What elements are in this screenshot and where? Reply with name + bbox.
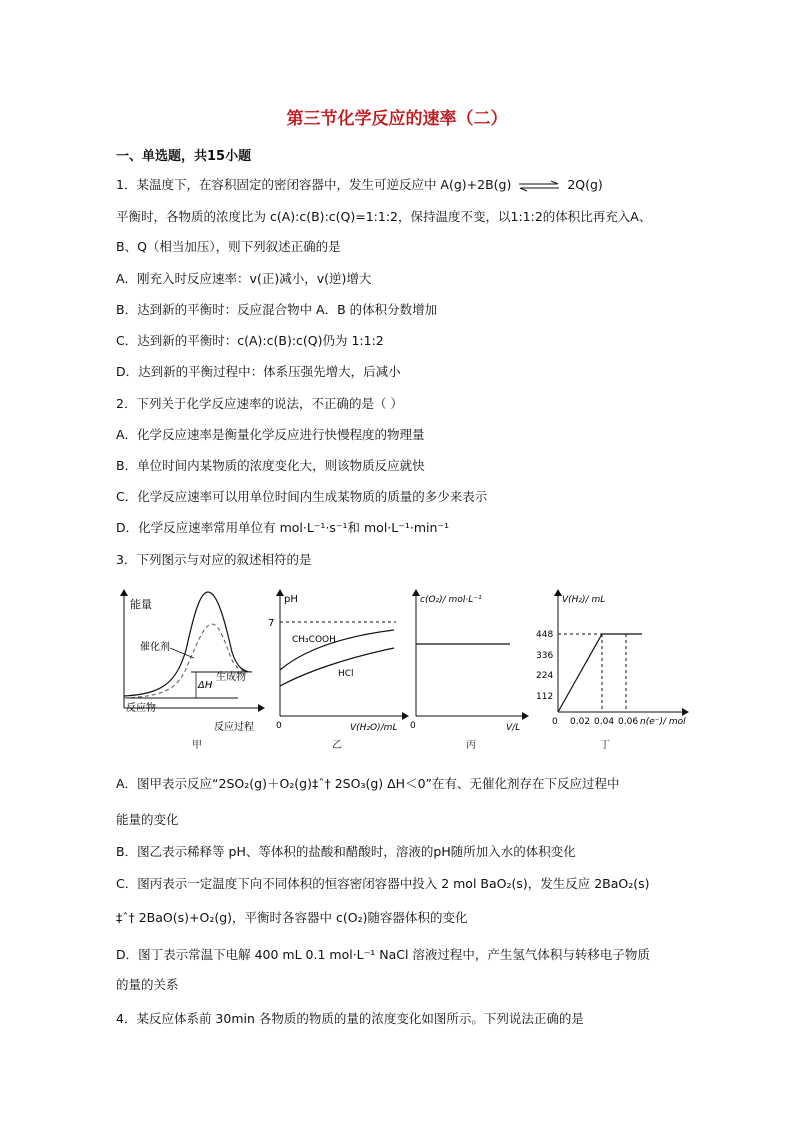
q3-figure-svg (116, 586, 696, 751)
q1-stem-text: 1．某温度下，在容积固定的密闭容器中，发生可逆反应中 A(g)+2B(g) (116, 177, 512, 192)
q2-option-b: B．单位时间内某物质的浓度变化大，则该物质反应就快 (116, 458, 425, 473)
ding-xtick-006: 0.06 (618, 717, 639, 727)
q2-stem: 2．下列关于化学反应速率的说法，不正确的是（ ） (116, 396, 403, 411)
bing-ylabel: c(O₂)/ mol·L⁻¹ (420, 595, 482, 605)
ding-ytick-448: 448 (536, 630, 554, 640)
figure-bing (410, 590, 528, 751)
yi-caption: 乙 (332, 740, 342, 751)
figure-jia (124, 590, 264, 751)
q1-option-b: B．达到新的平衡时：反应混合物中 A．B 的体积分数增加 (116, 302, 438, 317)
jia-product-label: 生成物 (216, 672, 246, 683)
page-title: 第三节化学反应的速率（二） (286, 109, 508, 129)
q1-option-d: D．达到新的平衡过程中：体系压强先增大，后减小 (116, 364, 401, 379)
jia-ylabel: 能量 (130, 598, 152, 611)
ding-xtick-002: 0.02 (570, 717, 591, 727)
jia-caption: 甲 (192, 740, 202, 751)
q1-stem (116, 176, 603, 194)
jia-dh-label: ΔH (198, 680, 213, 691)
section-heading: 一、单选题，共15小题 (116, 149, 252, 164)
bing-caption: 丙 (466, 740, 476, 751)
q3-option-c-line1: C．图丙表示一定温度下向不同体积的恒容密闭容器中投入 2 mol BaO₂(s)，发生反应 2BaO₂(s) (116, 876, 650, 891)
yi-tick-7: 7 (268, 618, 275, 629)
bing-origin: 0 (410, 721, 416, 731)
q3-option-d-line1: D．图丁表示常温下电解 400 mL 0.1 mol·L⁻¹ NaCl 溶液过程中，产生氢气体积与转移电子物质 (116, 947, 650, 962)
q2-option-d: D．化学反应速率常用单位有 mol·L⁻¹·s⁻¹和 mol·L⁻¹·min⁻¹ (116, 520, 450, 535)
q3-stem: 3．下列图示与对应的叙述相符的是 (116, 552, 312, 567)
figure-ding (536, 590, 688, 751)
ding-xtick-004: 0.04 (594, 717, 615, 727)
q1-line3: B、Q（相当加压），则下列叙述正确的是 (116, 239, 341, 254)
ding-xlabel: n(e⁻)/ mol (640, 717, 686, 727)
q3-option-c-line2: ‡ˆ† 2BaO(s)+O₂(g)，平衡时各容器中 c(O₂)随容器体积的变化 (116, 910, 468, 925)
ding-ylabel: V(H₂)/ mL (562, 595, 606, 605)
q1-option-a: A．刚充入时反应速率：v(正)减小，v(逆)增大 (116, 271, 372, 286)
q3-option-a-line1: A．图甲表示反应“2SO₂(g)＋O₂(g)‡ˆ† 2SO₃(g) ΔH＜0”在有、无催化剂存在下反应过程中 (116, 776, 620, 791)
q3-figures (116, 586, 696, 751)
q3-option-b: B．图乙表示稀释等 pH、等体积的盐酸和醋酸时，溶液的pH随所加入水的体积变化 (116, 844, 576, 859)
figure-yi (268, 590, 408, 751)
equilibrium-arrow-icon (517, 180, 561, 192)
yi-xlabel: V(H₂O)/mL (350, 723, 398, 733)
q1-stem-product: 2Q(g) (567, 177, 603, 192)
q3-option-a-line2: 能量的变化 (116, 812, 179, 827)
q1-option-c: C．达到新的平衡时：c(A):c(B):c(Q)仍为 1:1:2 (116, 333, 384, 348)
jia-xlabel: 反应过程 (214, 722, 254, 733)
ding-ytick-112: 112 (536, 692, 554, 702)
ding-caption: 丁 (600, 740, 610, 751)
q1-line2: 平衡时，各物质的浓度比为 c(A):c(B):c(Q)=1:1:2，保持温度不变，以1:1:2的体积比再充入A、 (116, 209, 652, 224)
ding-origin: 0 (552, 717, 558, 727)
yi-acetic-label: CH₃COOH (292, 635, 336, 645)
bing-xlabel: V/L (506, 723, 521, 733)
ding-ytick-224: 224 (536, 671, 554, 681)
jia-catalyst-label: 催化剂 (140, 642, 170, 653)
yi-origin: 0 (276, 721, 282, 731)
jia-reactant-label: 反应物 (126, 703, 156, 714)
yi-hcl-label: HCl (338, 669, 354, 679)
q2-option-a: A．化学反应速率是衡量化学反应进行快慢程度的物理量 (116, 427, 425, 442)
ding-ytick-336: 336 (536, 651, 554, 661)
q2-option-c: C．化学反应速率可以用单位时间内生成某物质的质量的多少来表示 (116, 489, 488, 504)
yi-ylabel: pH (284, 594, 298, 605)
q3-option-d-line2: 的量的关系 (116, 977, 179, 992)
q4-stem: 4．某反应体系前 30min 各物质的物质的量的浓度变化如图所示。下列说法正确的是 (116, 1011, 584, 1026)
